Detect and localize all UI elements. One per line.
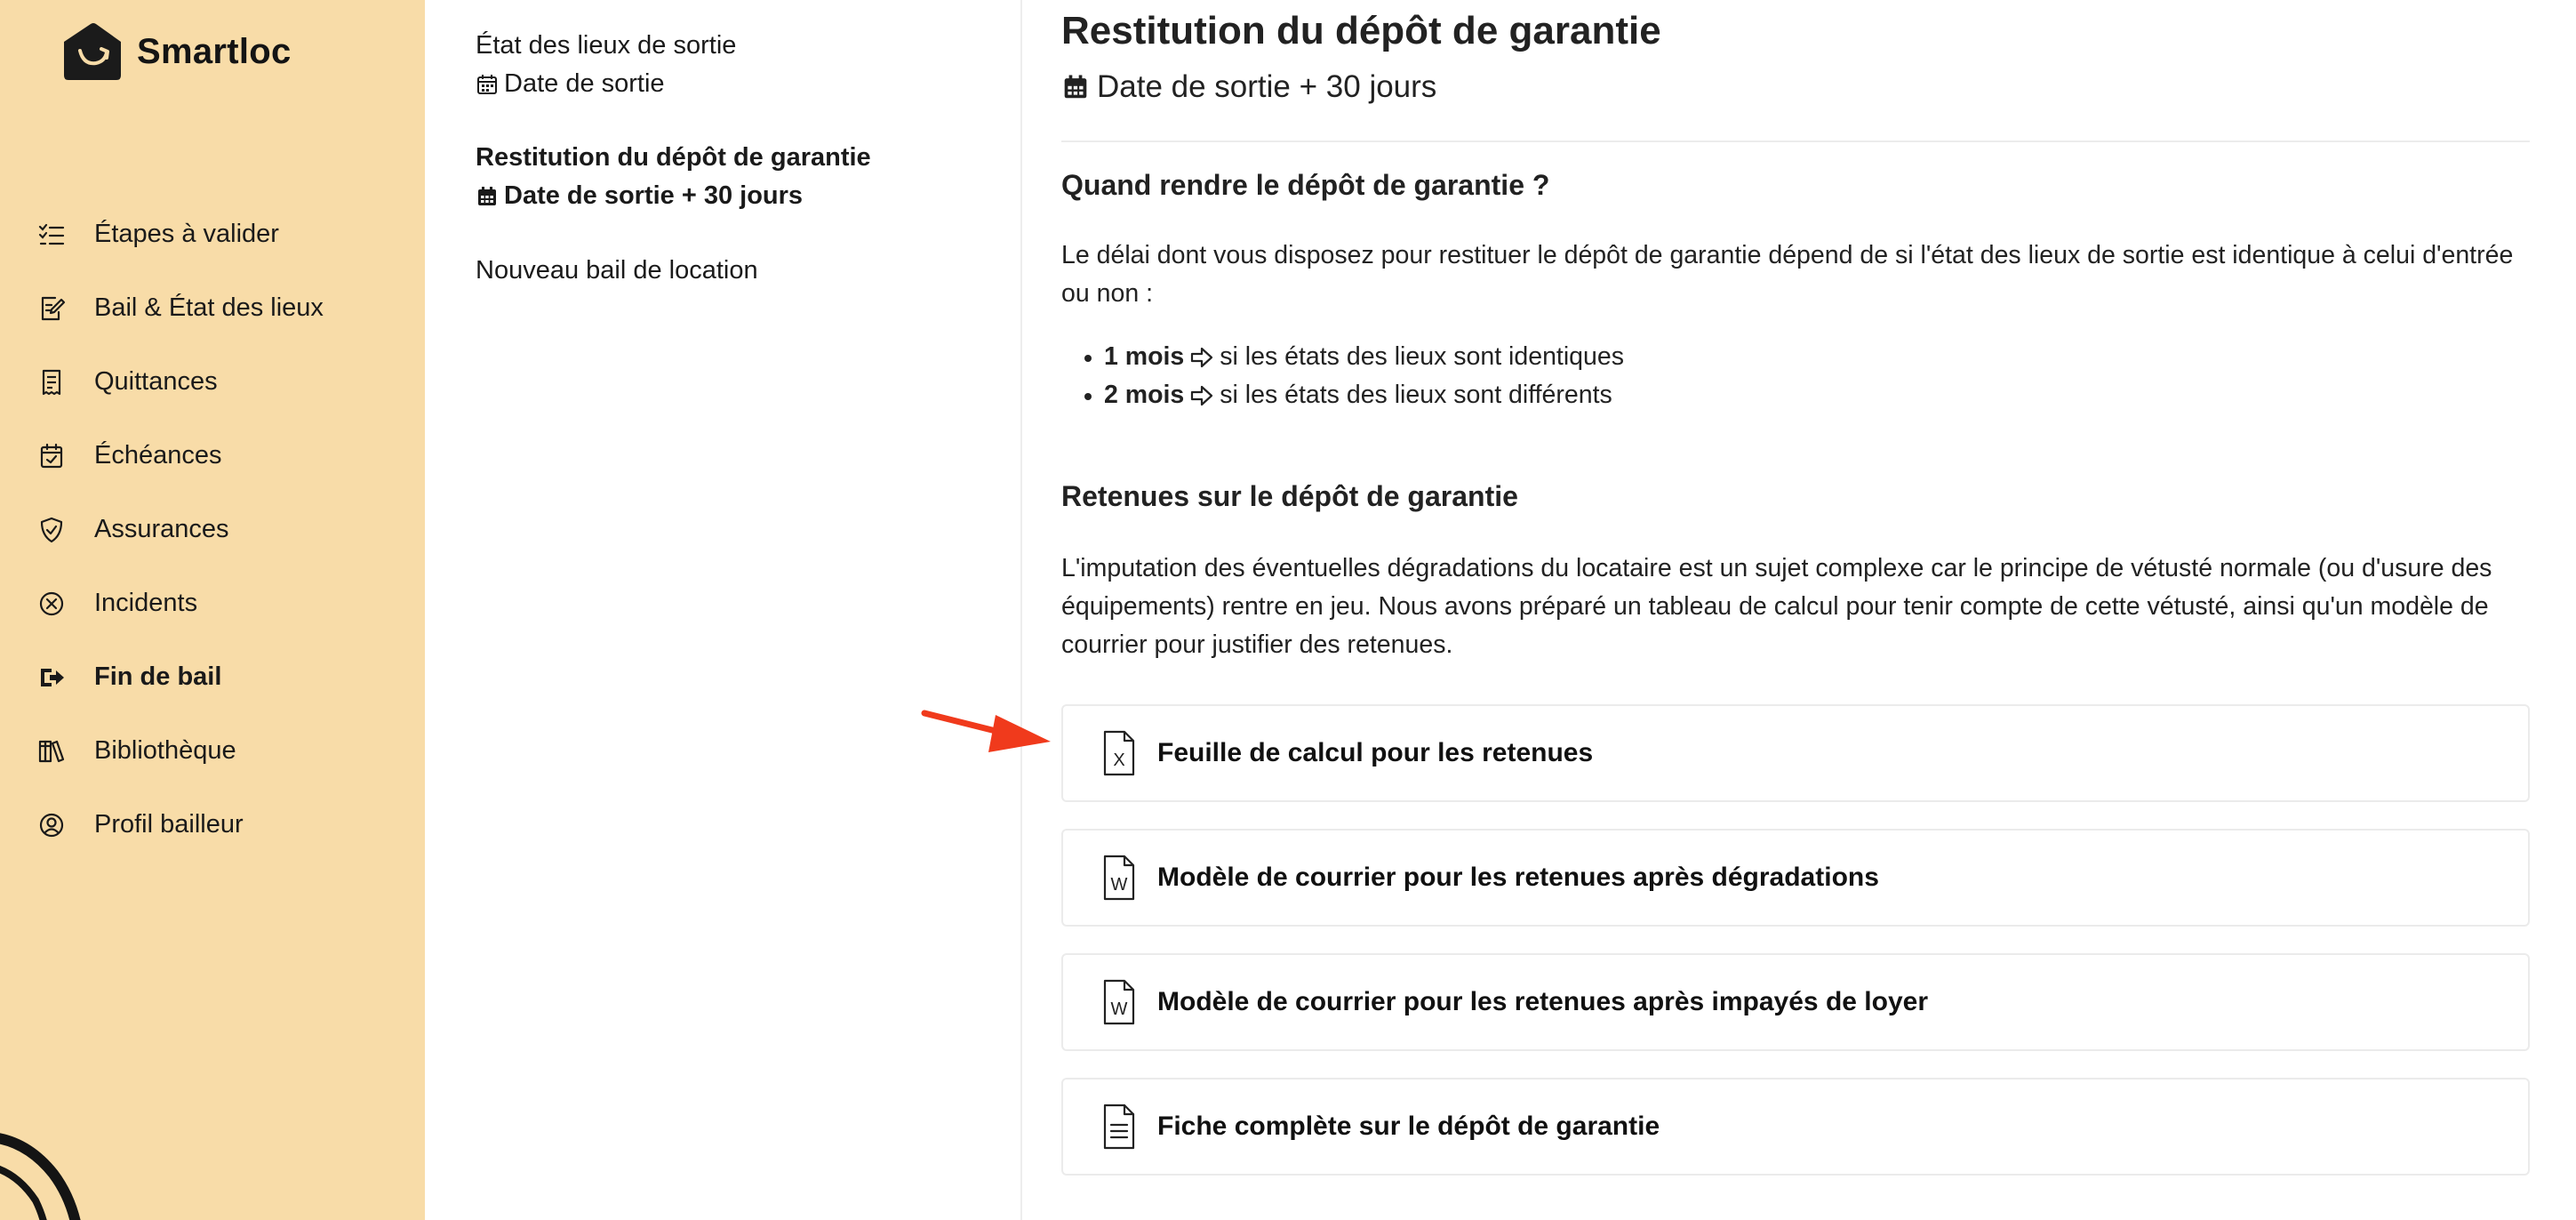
sidebar-item-profil[interactable] [36,788,409,862]
timeline-item-date [476,177,1009,215]
list-item [1104,376,2437,414]
sidebar-item-label: Fin de bail [94,662,222,691]
arrow-right-icon [1189,346,1214,369]
sidebar-item-label: Bail & État des lieux [94,293,324,322]
document-label: Modèle de courrier pour les retenues après impayés de loyer [1157,987,1928,1016]
sidebar-item-label: Profil bailleur [94,810,244,839]
sidebar-item-quittances[interactable] [36,345,409,419]
house-logo-icon [60,20,124,83]
user-circle-icon [36,809,68,841]
delay-list [1104,338,2437,414]
page-subtitle-text: Date de sortie + 30 jours [1097,69,1437,104]
timeline-item-title: Restitution du dépôt de garantie [476,143,871,172]
decorative-swirl-icon [0,1120,160,1220]
sidebar-item-incidents[interactable] [36,566,409,640]
page-title: Restitution du dépôt de garantie [1061,9,1661,52]
sidebar-item-label: Incidents [94,589,198,617]
text-file-icon [1100,1104,1138,1150]
bullet-bold: 1 mois [1104,342,1185,371]
bullet-bold: 2 mois [1104,381,1185,409]
section-heading-retenues: Retenues sur le dépôt de garantie [1061,480,1518,512]
bullet-text: si les états des lieux sont identiques [1220,342,1624,371]
word-file-icon [1100,979,1138,1025]
calendar-icon [476,73,499,96]
sidebar [0,0,425,1220]
document-card-feuille-calcul[interactable] [1061,704,2530,802]
divider [1061,140,2530,142]
books-icon [36,735,68,767]
annotation-arrow-icon [921,702,1052,765]
calendar-icon [476,185,499,208]
document-card-fiche-complete[interactable] [1061,1078,2530,1176]
timeline-item-date-text: Date de sortie [504,69,665,98]
excel-file-icon [1100,730,1138,776]
sidebar-item-label: Échéances [94,441,222,470]
svg-text:W: W [1110,875,1128,895]
exit-icon [36,662,68,694]
word-file-icon [1100,855,1138,901]
shield-check-icon [36,514,68,546]
sidebar-item-echeances[interactable] [36,419,409,493]
logo[interactable] [60,20,292,84]
bullet-text: si les états des lieux sont différents [1220,381,1612,409]
timeline-item-restitution[interactable] [476,139,1009,215]
svg-text:X: X [1113,750,1125,770]
section-heading-when: Quand rendre le dépôt de garantie ? [1061,169,1550,201]
app-name: Smartloc [137,31,292,71]
edit-document-icon [36,293,68,325]
sidebar-item-fin-de-bail[interactable] [36,640,409,714]
sidebar-item-label: Quittances [94,367,218,396]
sidebar-item-etapes[interactable] [36,197,409,271]
sidebar-item-bibliotheque[interactable] [36,714,409,788]
timeline-item-nouveau-bail[interactable] [476,252,1009,290]
receipt-icon [36,366,68,398]
sidebar-item-assurances[interactable] [36,493,409,566]
page-subtitle [1061,69,1436,105]
timeline-item-date [476,65,1009,103]
sidebar-item-label: Assurances [94,515,229,543]
document-label: Feuille de calcul pour les retenues [1157,738,1594,767]
calendar-check-icon [36,440,68,472]
circle-x-icon [36,588,68,620]
timeline-item-etat-des-lieux[interactable] [476,27,1009,103]
timeline-item-title: État des lieux de sortie [476,31,737,60]
list-item [1104,338,2437,376]
sidebar-item-label: Étapes à valider [94,220,279,248]
document-card-courrier-impayes[interactable] [1061,953,2530,1051]
svg-text:W: W [1110,999,1128,1019]
section-text-retenues: L'imputation des éventuelles dégradations du locataire est un sujet complexe car le principe de vétusté normale (ou d'usure des équipements) rentre en jeu. Nous avons préparé un tableau de calcul pour tenir compte de cette vétusté, ainsi qu'un modèle de courrier pour justifier des retenues. [1061,554,2492,659]
timeline-column [425,0,1022,1220]
sidebar-item-bail[interactable] [36,271,409,345]
sidebar-nav [36,197,409,862]
document-label: Fiche complète sur le dépôt de garantie [1157,1112,1660,1141]
arrow-right-icon [1189,384,1214,407]
checklist-icon [36,219,68,251]
document-label: Modèle de courrier pour les retenues après dégradations [1157,863,1879,892]
calendar-icon [1061,73,1090,101]
sidebar-item-label: Bibliothèque [94,736,236,765]
document-card-courrier-degradations[interactable] [1061,829,2530,927]
timeline-item-date-text: Date de sortie + 30 jours [504,181,804,210]
section-text-when: Le délai dont vous disposez pour restituer le dépôt de garantie dépend de si l'état des lieux de sortie est identique à celui d'entrée ou non : [1061,241,2514,308]
timeline-item-title: Nouveau bail de location [476,256,758,285]
